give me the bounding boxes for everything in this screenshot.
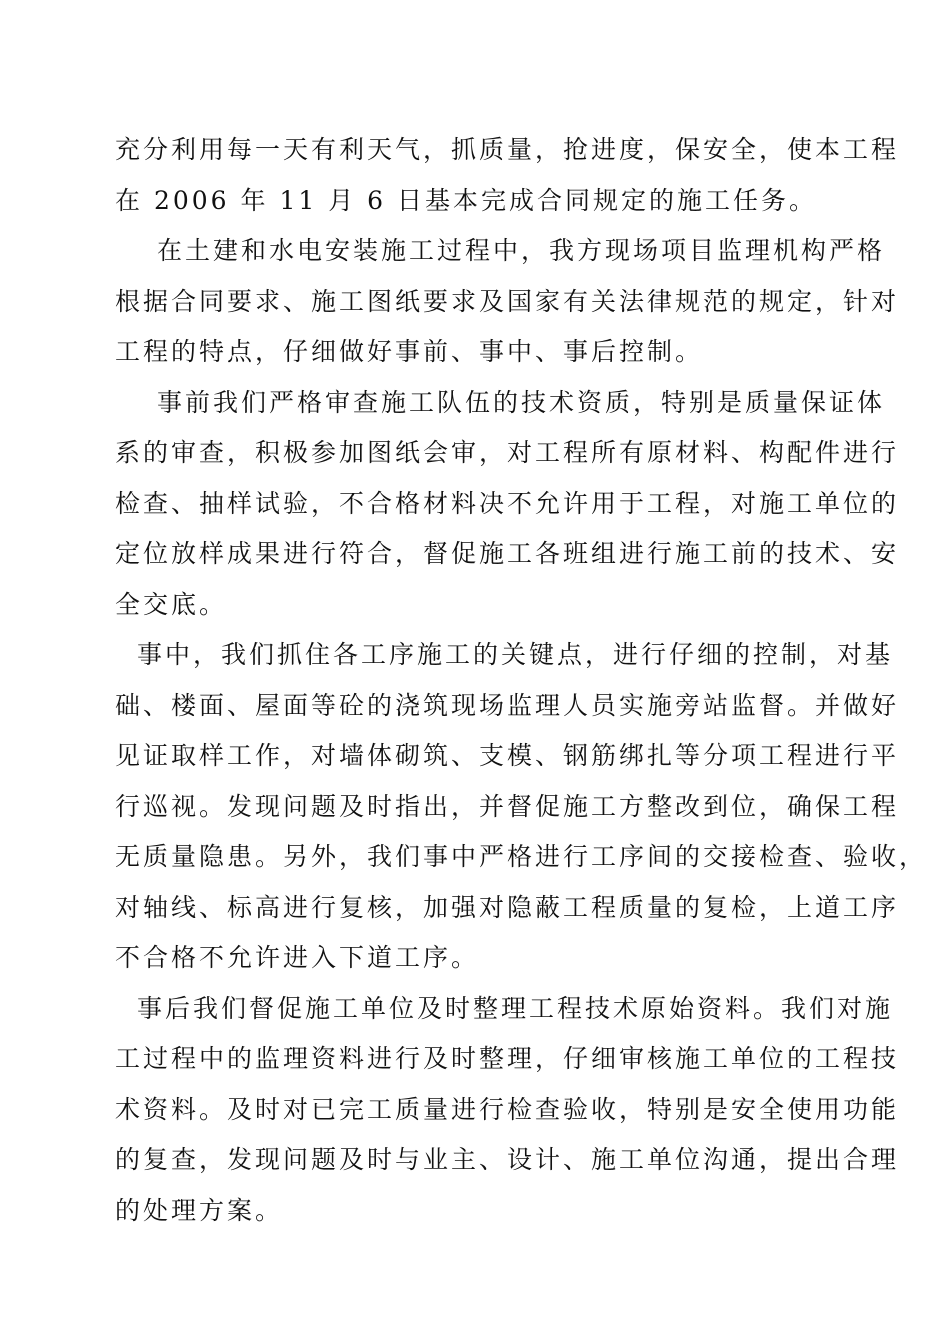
text-line: 在 2006 年 11 月 6 日基本完成合同规定的施工任务。 <box>115 185 818 215</box>
paragraph-start-line: 在土建和水电安装施工过程中，我方现场项目监理机构严格 <box>157 236 886 265</box>
text-line: 全交底。 <box>115 589 228 619</box>
text-line: 不合格不允许进入下道工序。 <box>115 943 480 972</box>
text-line: 系的审查，积极参加图纸会审，对工程所有原材料、构配件进行 <box>115 438 900 467</box>
paragraph-start-line: 事前我们严格审查施工队伍的技术资质，特别是质量保证体 <box>157 387 886 417</box>
text-line: 无质量隐患。另外，我们事中严格进行工序间的交接检查、验收， <box>115 842 928 871</box>
text-line: 础、楼面、屋面等砼的浇筑现场监理人员实施旁站监督。并做好 <box>115 690 900 720</box>
text-line: 充分利用每一天有利天气，抓质量，抢进度，保安全，使本工程 <box>115 135 900 164</box>
text-line: 对轴线、标高进行复核，加强对隐蔽工程质量的复检，上道工序 <box>115 892 900 922</box>
text-line: 术资料。及时对已完工质量进行检查验收，特别是安全使用功能 <box>115 1094 900 1124</box>
text-line: 定位放样成果进行符合，督促施工各班组进行施工前的技术、安 <box>115 539 900 568</box>
text-line: 行巡视。发现问题及时指出，并督促施工方整改到位，确保工程 <box>115 791 900 821</box>
text-line: 工程的特点，仔细做好事前、事中、事后控制。 <box>115 337 704 366</box>
text-line: 的处理方案。 <box>115 1195 284 1225</box>
text-line: 根据合同要求、施工图纸要求及国家有关法律规范的规定，针对 <box>115 286 900 316</box>
text-line: 工过程中的监理资料进行及时整理，仔细审核施工单位的工程技 <box>115 1044 900 1073</box>
text-line: 见证取样工作，对墙体砌筑、支模、钢筋绑扎等分项工程进行平 <box>115 741 900 770</box>
paragraph-start-line: 事中，我们抓住各工序施工的关键点，进行仔细的控制，对基 <box>137 640 894 669</box>
body-text <box>115 125 928 1236</box>
paragraph-start-line: 事后我们督促施工单位及时整理工程技术原始资料。我们对施 <box>137 993 894 1023</box>
text-line: 检查、抽样试验，不合格材料决不允许用于工程，对施工单位的 <box>115 488 900 518</box>
text-line: 的复查，发现问题及时与业主、设计、施工单位沟通，提出合理 <box>115 1145 900 1174</box>
